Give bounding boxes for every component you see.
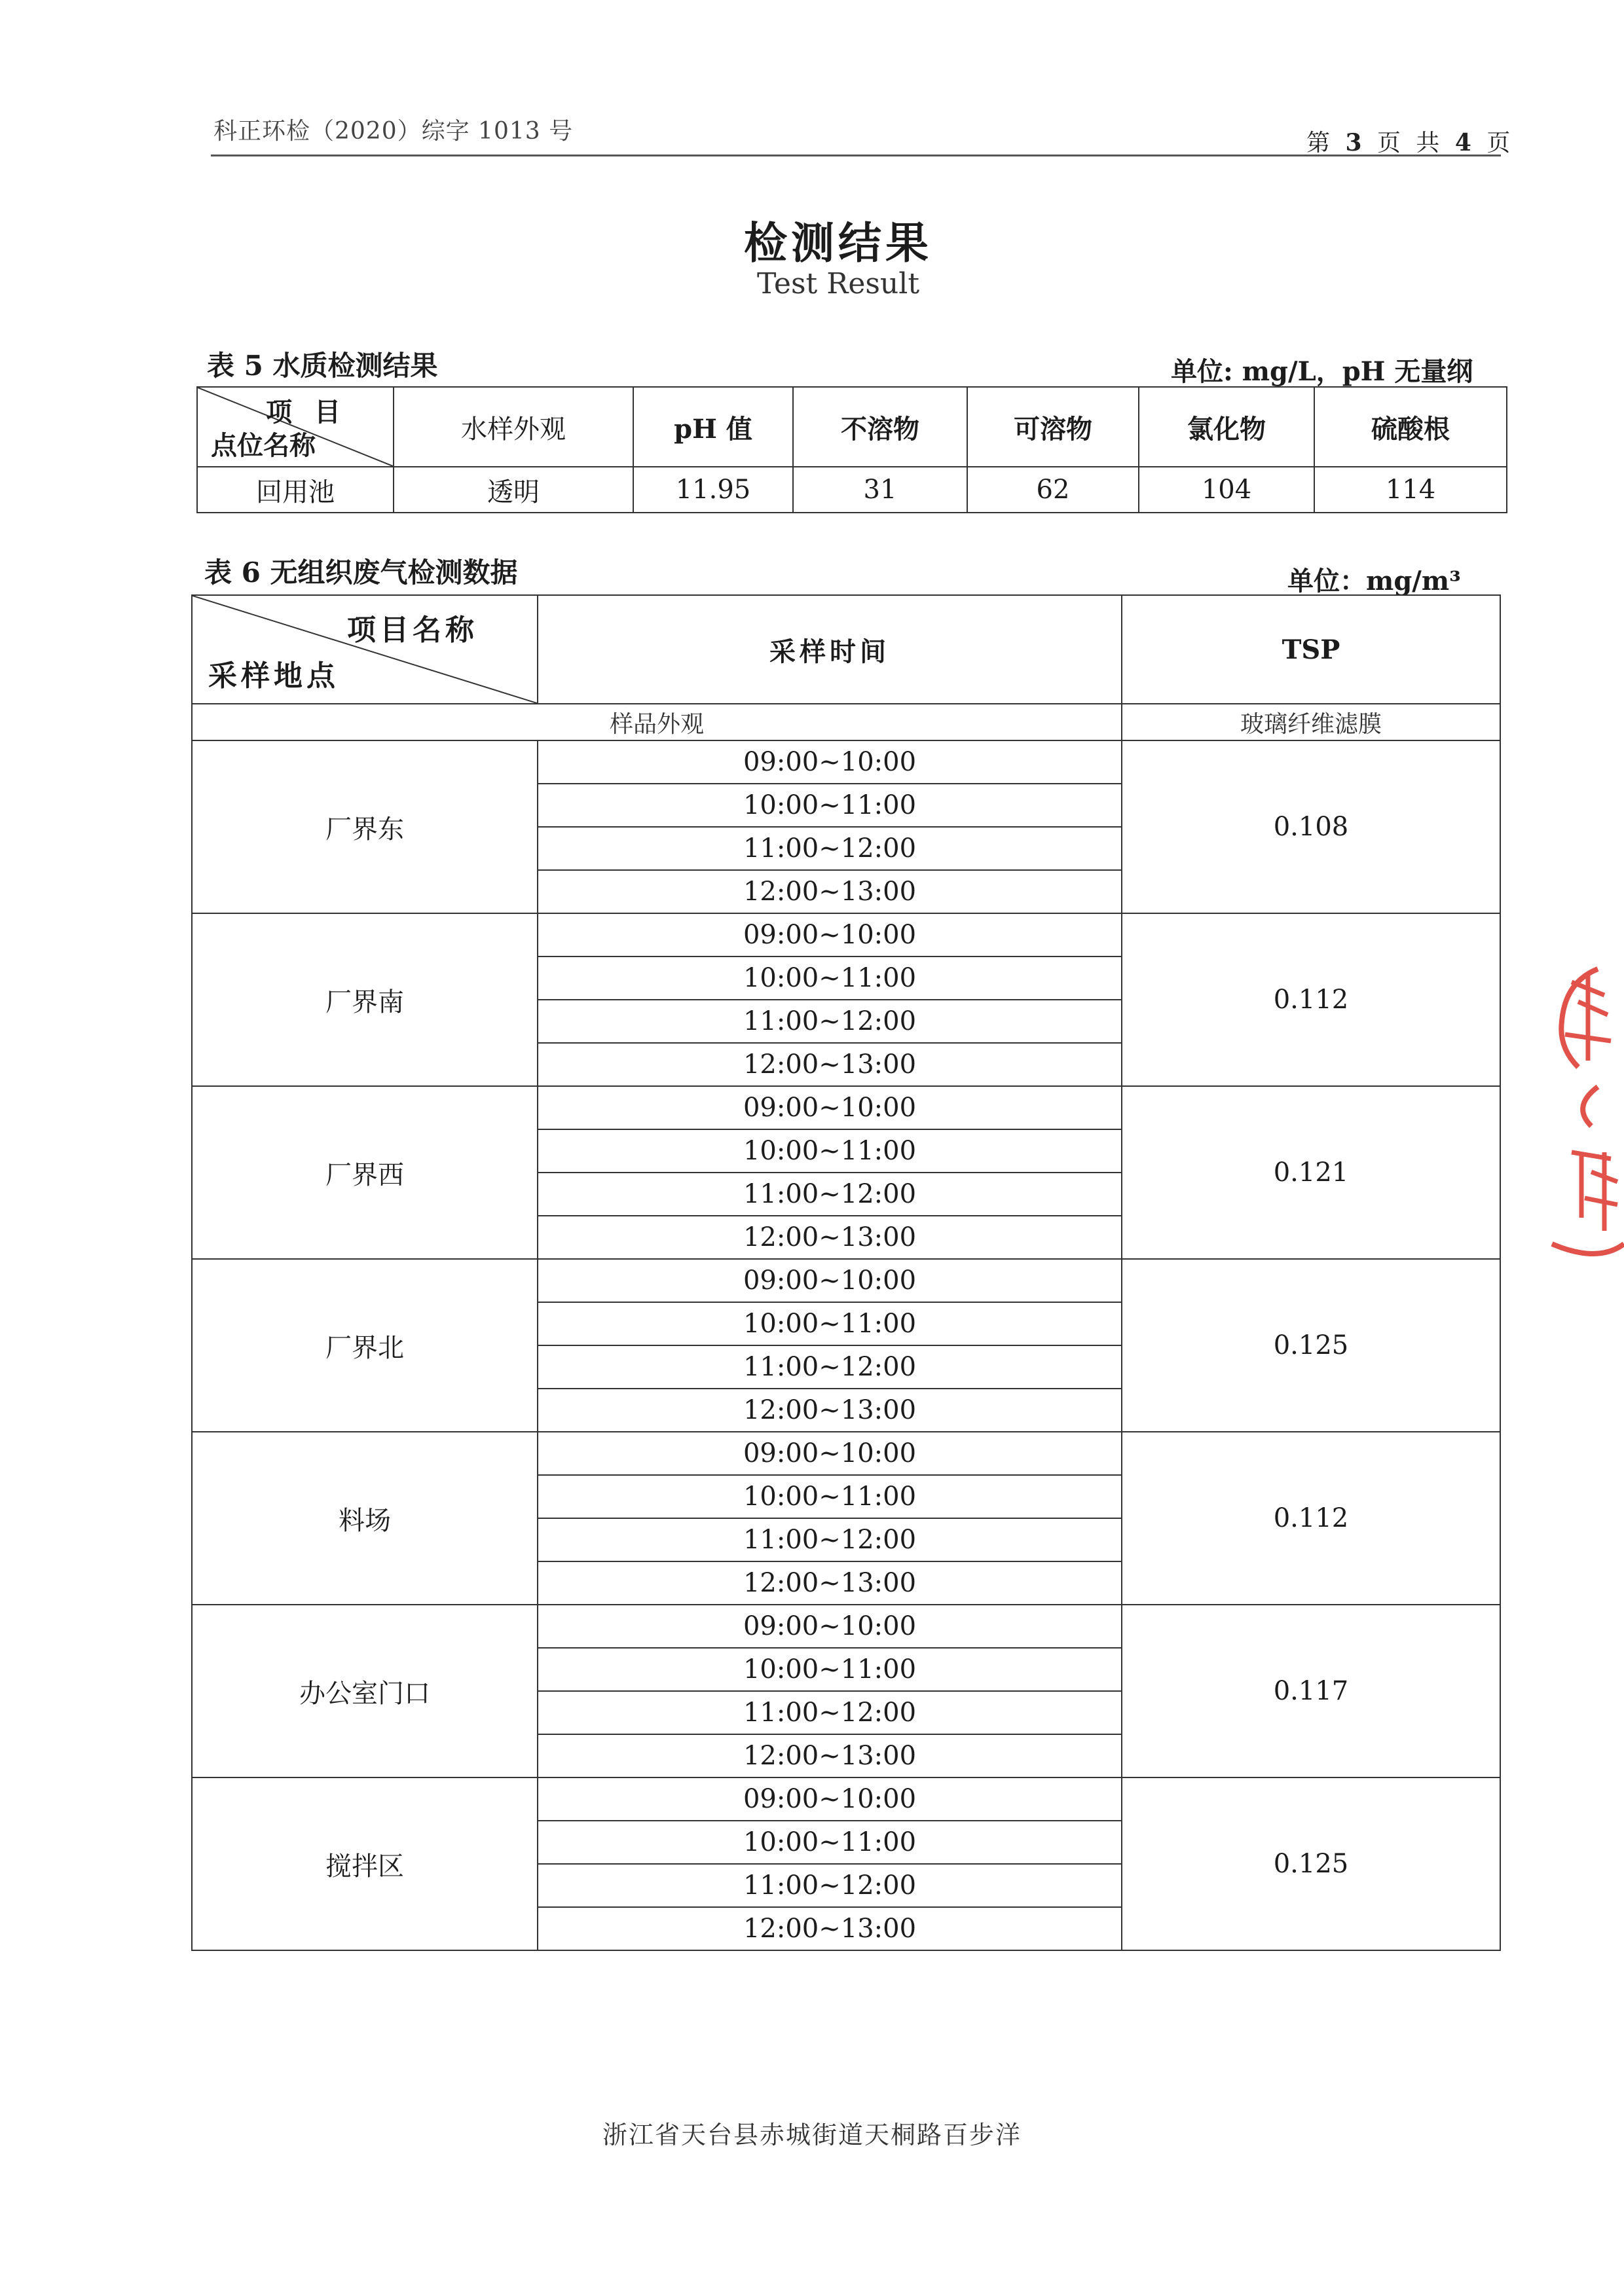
table6-sample-time: 12:00~13:00 bbox=[538, 1216, 1122, 1259]
table6-corner-bottom: 采样地点 bbox=[208, 659, 339, 693]
table5-unit: 单位: mg/L，pH 无量纲 bbox=[1171, 356, 1473, 387]
table5-cell-appearance: 透明 bbox=[394, 467, 633, 513]
water-quality-table bbox=[196, 386, 1507, 513]
table6-tsp-value: 0.117 bbox=[1122, 1605, 1500, 1777]
table6-header-time: 采样时间 bbox=[538, 595, 1122, 704]
table-row bbox=[192, 1777, 1500, 1821]
table6-sample-time: 10:00~11:00 bbox=[538, 1821, 1122, 1864]
table6-sample-time: 12:00~13:00 bbox=[538, 870, 1122, 913]
table6-sample-time: 11:00~12:00 bbox=[538, 1691, 1122, 1734]
table5-cell-soluble: 62 bbox=[967, 467, 1139, 513]
table6-sample-time: 11:00~12:00 bbox=[538, 1000, 1122, 1043]
table5-caption: 表 5 水质检测结果 bbox=[207, 350, 438, 382]
table6-corner-top: 项目名称 bbox=[347, 613, 478, 647]
table6-sample-time: 12:00~13:00 bbox=[538, 1561, 1122, 1605]
table6-sample-time: 12:00~13:00 bbox=[538, 1734, 1122, 1777]
page-title: 检测结果 bbox=[744, 217, 932, 268]
table6-sample-time: 11:00~12:00 bbox=[538, 827, 1122, 870]
report-number: 科正环检（2020）综字 1013 号 bbox=[213, 118, 574, 145]
table6-sample-value: 玻璃纤维滤膜 bbox=[1122, 704, 1500, 740]
table-row bbox=[192, 1086, 1500, 1129]
table6-sample-time: 12:00~13:00 bbox=[538, 1907, 1122, 1950]
table6-header-tsp: TSP bbox=[1122, 595, 1500, 704]
table6-unit: 单位：mg/m³ bbox=[1287, 566, 1461, 596]
table5-header-chloride: 氯化物 bbox=[1139, 387, 1314, 467]
table5-site: 回用池 bbox=[197, 467, 394, 513]
table6-site-name: 办公室门口 bbox=[192, 1605, 538, 1777]
table5-cell-insoluble: 31 bbox=[793, 467, 967, 513]
seal-stamp bbox=[1526, 956, 1624, 1270]
table6-tsp-value: 0.121 bbox=[1122, 1086, 1500, 1259]
table6-sample-time: 09:00~10:00 bbox=[538, 1259, 1122, 1302]
table6-site-name: 厂界南 bbox=[192, 913, 538, 1086]
table-row bbox=[197, 467, 1507, 513]
table5-cell-ph: 11.95 bbox=[633, 467, 793, 513]
table6-sample-time: 09:00~10:00 bbox=[538, 1605, 1122, 1648]
table6-tsp-value: 0.112 bbox=[1122, 913, 1500, 1086]
table5-header-sulfate: 硫酸根 bbox=[1314, 387, 1507, 467]
footer-address: 浙江省天台县赤城街道天桐路百步洋 bbox=[602, 2121, 1022, 2149]
page-indicator bbox=[1306, 124, 1514, 158]
page-total: 4 bbox=[1454, 129, 1475, 156]
table6-header-row bbox=[192, 595, 1500, 704]
table6-site-name: 厂界北 bbox=[192, 1259, 538, 1432]
table-row bbox=[192, 1432, 1500, 1475]
table6-caption: 表 6 无组织废气检测数据 bbox=[204, 556, 518, 589]
table6-sample-row bbox=[192, 704, 1500, 740]
table6-sample-time: 11:00~12:00 bbox=[538, 1518, 1122, 1561]
table6-sample-time: 10:00~11:00 bbox=[538, 1129, 1122, 1173]
table5-header-ph: pH 值 bbox=[633, 387, 793, 467]
table5-header-soluble: 可溶物 bbox=[967, 387, 1139, 467]
page-subtitle: Test Result bbox=[756, 267, 920, 301]
table5-cell-chloride: 104 bbox=[1139, 467, 1314, 513]
exhaust-gas-table bbox=[191, 594, 1501, 1951]
table6-sample-time: 12:00~13:00 bbox=[538, 1043, 1122, 1086]
table6-sample-time: 09:00~10:00 bbox=[538, 913, 1122, 957]
table6-sample-label: 样品外观 bbox=[192, 704, 1122, 740]
table6-site-name: 料场 bbox=[192, 1432, 538, 1605]
header-rule bbox=[211, 155, 1501, 156]
table6-sample-time: 10:00~11:00 bbox=[538, 1648, 1122, 1691]
table-row bbox=[192, 1605, 1500, 1648]
page-prefix: 第 bbox=[1306, 130, 1335, 156]
table5-cell-sulfate: 114 bbox=[1314, 467, 1507, 513]
page-current: 3 bbox=[1345, 129, 1366, 156]
table6-sample-time: 09:00~10:00 bbox=[538, 1086, 1122, 1129]
table6-sample-time: 11:00~12:00 bbox=[538, 1864, 1122, 1907]
table5-header-insoluble: 不溶物 bbox=[793, 387, 967, 467]
page-mid: 页 共 bbox=[1376, 130, 1444, 156]
table6-site-name: 厂界东 bbox=[192, 740, 538, 913]
table5-corner-bottom: 点位名称 bbox=[211, 430, 316, 461]
table6-sample-time: 10:00~11:00 bbox=[538, 1302, 1122, 1345]
table6-sample-time: 11:00~12:00 bbox=[538, 1345, 1122, 1389]
table6-sample-time: 11:00~12:00 bbox=[538, 1173, 1122, 1216]
table5-header-row bbox=[197, 387, 1507, 467]
table6-tsp-value: 0.108 bbox=[1122, 740, 1500, 913]
table-row bbox=[192, 740, 1500, 784]
table6-sample-time: 10:00~11:00 bbox=[538, 957, 1122, 1000]
page-suffix: 页 bbox=[1486, 130, 1515, 156]
table6-tsp-value: 0.112 bbox=[1122, 1432, 1500, 1605]
table6-sample-time: 12:00~13:00 bbox=[538, 1389, 1122, 1432]
table6-sample-time: 09:00~10:00 bbox=[538, 1432, 1122, 1475]
table6-tsp-value: 0.125 bbox=[1122, 1777, 1500, 1950]
table-row bbox=[192, 913, 1500, 957]
table5-corner-top: 项 目 bbox=[266, 397, 347, 428]
table6-sample-time: 10:00~11:00 bbox=[538, 1475, 1122, 1518]
table6-corner bbox=[192, 595, 538, 704]
table6-site-name: 厂界西 bbox=[192, 1086, 538, 1259]
table6-sample-time: 10:00~11:00 bbox=[538, 784, 1122, 827]
table-row bbox=[192, 1259, 1500, 1302]
table6-tsp-value: 0.125 bbox=[1122, 1259, 1500, 1432]
table6-sample-time: 09:00~10:00 bbox=[538, 1777, 1122, 1821]
table6-site-name: 搅拌区 bbox=[192, 1777, 538, 1950]
table6-sample-time: 09:00~10:00 bbox=[538, 740, 1122, 784]
table5-corner bbox=[197, 387, 394, 467]
table5-header-appearance: 水样外观 bbox=[394, 387, 633, 467]
